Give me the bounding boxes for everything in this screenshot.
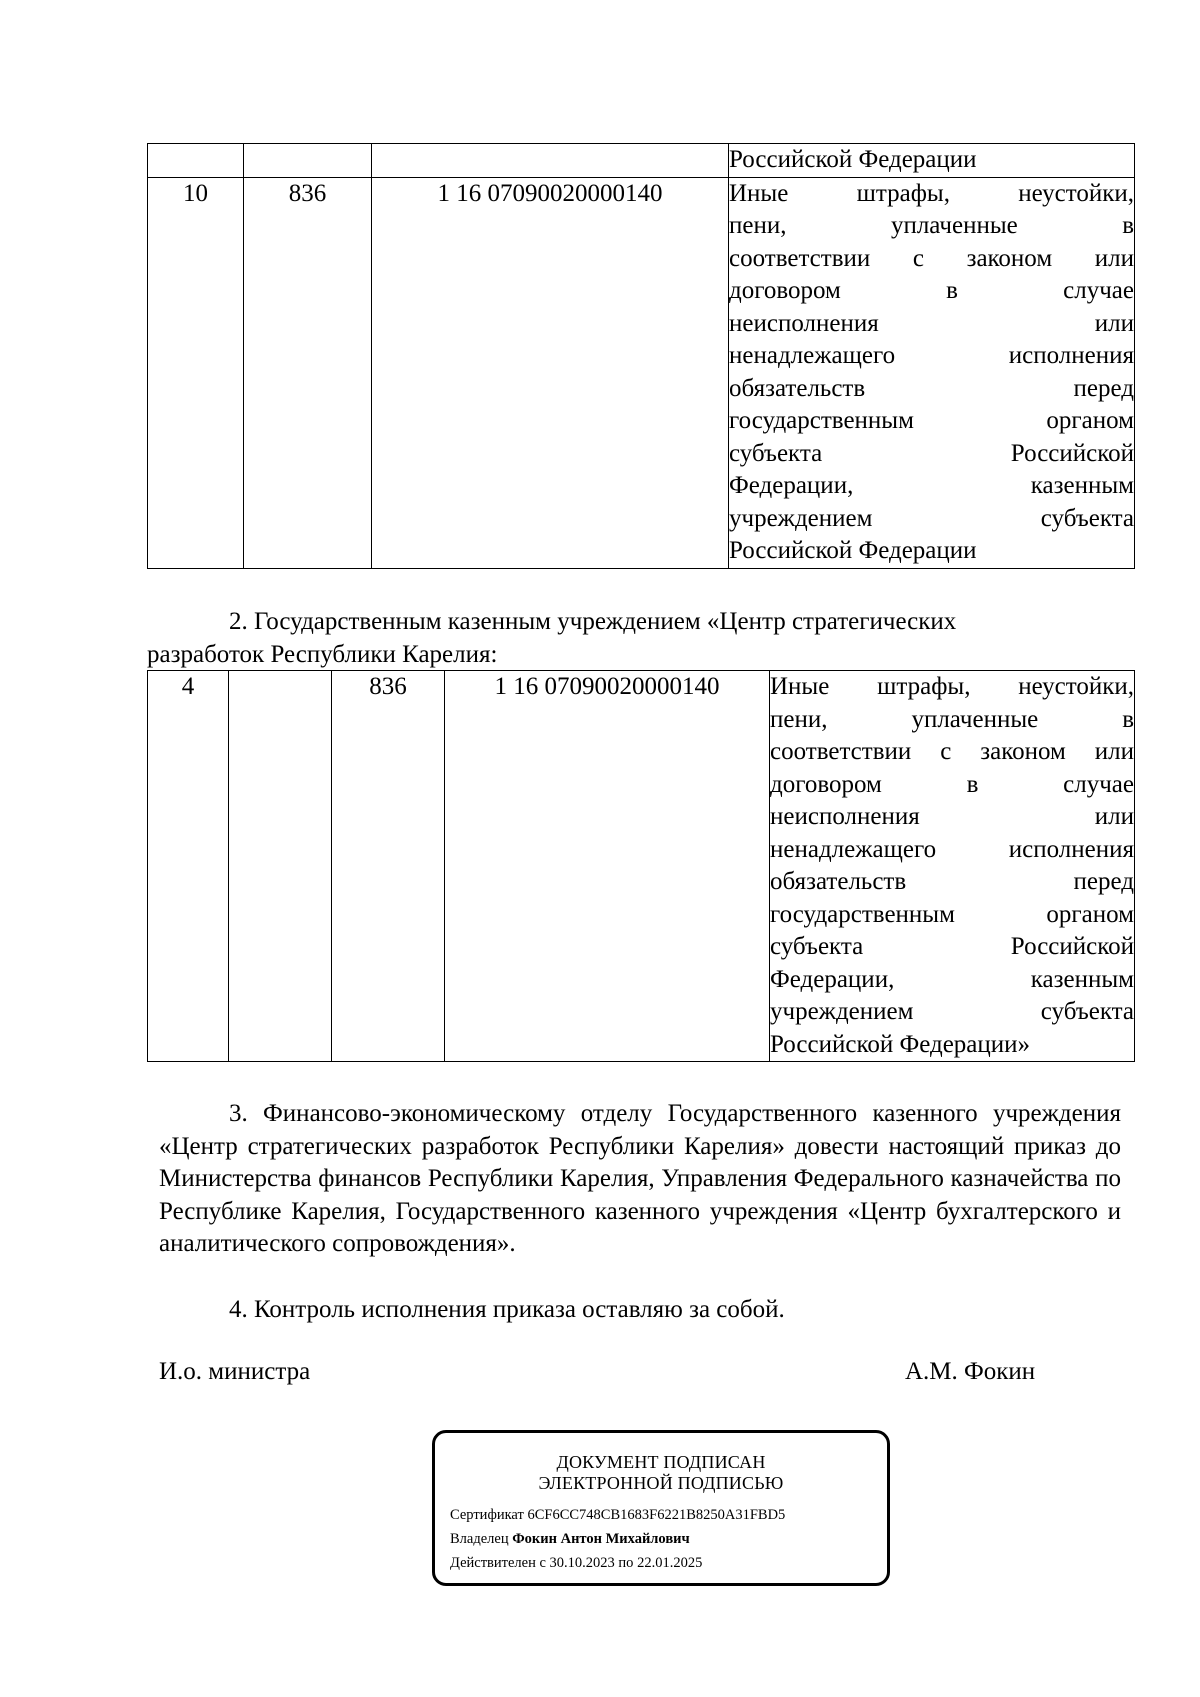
description-line: договором в случае xyxy=(729,277,1134,304)
signatory-name: А.М. Фокин xyxy=(905,1358,1036,1385)
owner-value: Фокин Антон Михайлович xyxy=(512,1531,690,1547)
description-line: Иные штрафы, неустойки, xyxy=(770,673,1134,700)
stamp-certificate xyxy=(450,1503,887,1527)
admin-code-cell xyxy=(244,144,372,178)
kbk-code-cell xyxy=(372,144,729,178)
description-line: Российской Федерации» xyxy=(770,1030,1031,1058)
row-number-cell xyxy=(148,144,244,178)
description-line: Российской Федерации xyxy=(729,146,977,173)
description-line: субъекта Российской xyxy=(729,439,1134,467)
table-row xyxy=(148,144,1135,178)
income-codes-table-2 xyxy=(147,670,1135,1062)
paragraph-3-text: 3. Финансово-экономическому отделу Государственного казенного учреждения «Центр стратегических разработок Республики Карелия» довести настоящий приказ до Министерства финансов Республики Карелия, Управления Федерального казначейства по Республике Карелия, Государственного казенного учреждения «Центр бухгалтерского и аналитического сопровождения». xyxy=(159,1100,1121,1258)
description-line: пени, уплаченные в xyxy=(770,705,1134,733)
paragraph-3 xyxy=(159,1098,1121,1261)
description-line: Федерации, казенным xyxy=(770,965,1134,993)
table-row xyxy=(148,671,1135,1062)
stamp-header xyxy=(435,1452,887,1494)
description-line: соответствии с законом или xyxy=(770,738,1134,765)
description-cell xyxy=(729,177,1135,568)
description-line: государственным органом xyxy=(770,900,1134,928)
description-line: пени, уплаченные в xyxy=(729,212,1134,239)
description-line: субъекта Российской xyxy=(770,933,1134,960)
kbk-code-cell: 1 16 07090020000140 xyxy=(372,177,729,568)
admin-code-cell: 836 xyxy=(244,177,372,568)
description-line: неисполнения или xyxy=(729,309,1134,337)
description-line: учреждением субъекта xyxy=(729,504,1134,532)
stamp-owner xyxy=(450,1527,887,1551)
description-line: соответствии с законом или xyxy=(729,244,1134,272)
admin-code-cell: 836 xyxy=(332,671,445,1062)
description-line: неисполнения или xyxy=(770,803,1134,830)
description-line: Федерации, казенным xyxy=(729,472,1134,499)
certificate-label: Сертификат xyxy=(450,1507,524,1523)
stamp-validity xyxy=(450,1551,887,1575)
description-cell xyxy=(729,144,1135,178)
description-line: Российской Федерации xyxy=(729,537,977,564)
valid-to-prefix: по xyxy=(618,1555,634,1571)
description-line: обязательств перед xyxy=(729,374,1134,402)
valid-from: 30.10.2023 xyxy=(549,1555,615,1571)
electronic-signature-stamp xyxy=(432,1430,890,1586)
empty-cell xyxy=(229,671,332,1062)
description-line: Иные штрафы, неустойки, xyxy=(729,179,1134,207)
valid-to: 22.01.2025 xyxy=(637,1555,703,1571)
income-codes-table-1 xyxy=(147,143,1135,569)
owner-label: Владелец xyxy=(450,1531,509,1547)
paragraph-2 xyxy=(147,606,1121,671)
description-line: ненадлежащего исполнения xyxy=(770,835,1134,863)
description-line: ненадлежащего исполнения xyxy=(729,342,1134,369)
row-number-cell: 10 xyxy=(148,177,244,568)
stamp-header-line-1: ДОКУМЕНТ ПОДПИСАН xyxy=(556,1452,766,1472)
valid-from-prefix: с xyxy=(539,1555,546,1571)
paragraph-2-line-1: 2. Государственным казенным учреждением «Центр стратегических xyxy=(229,608,957,635)
kbk-code-cell: 1 16 07090020000140 xyxy=(445,671,770,1062)
certificate-value: 6CF6CC748CB1683F6221B8250A31FBD5 xyxy=(527,1507,786,1523)
valid-label: Действителен xyxy=(450,1555,536,1571)
description-line: обязательств перед xyxy=(770,868,1134,895)
description-line: учреждением субъекта xyxy=(770,998,1134,1025)
signatory-position: И.о. министра xyxy=(159,1358,311,1385)
paragraph-2-line-2: разработок Республики Карелия: xyxy=(147,640,498,668)
paragraph-4 xyxy=(159,1294,1121,1327)
paragraph-4-text: 4. Контроль исполнения приказа оставляю за собой. xyxy=(229,1296,785,1323)
row-number-cell: 4 xyxy=(148,671,229,1062)
table-row xyxy=(148,177,1135,568)
stamp-header-line-2: ЭЛЕКТРОННОЙ ПОДПИСЬЮ xyxy=(538,1473,784,1493)
description-line: договором в случае xyxy=(770,770,1134,798)
description-line: государственным органом xyxy=(729,407,1134,434)
description-cell xyxy=(770,671,1135,1062)
